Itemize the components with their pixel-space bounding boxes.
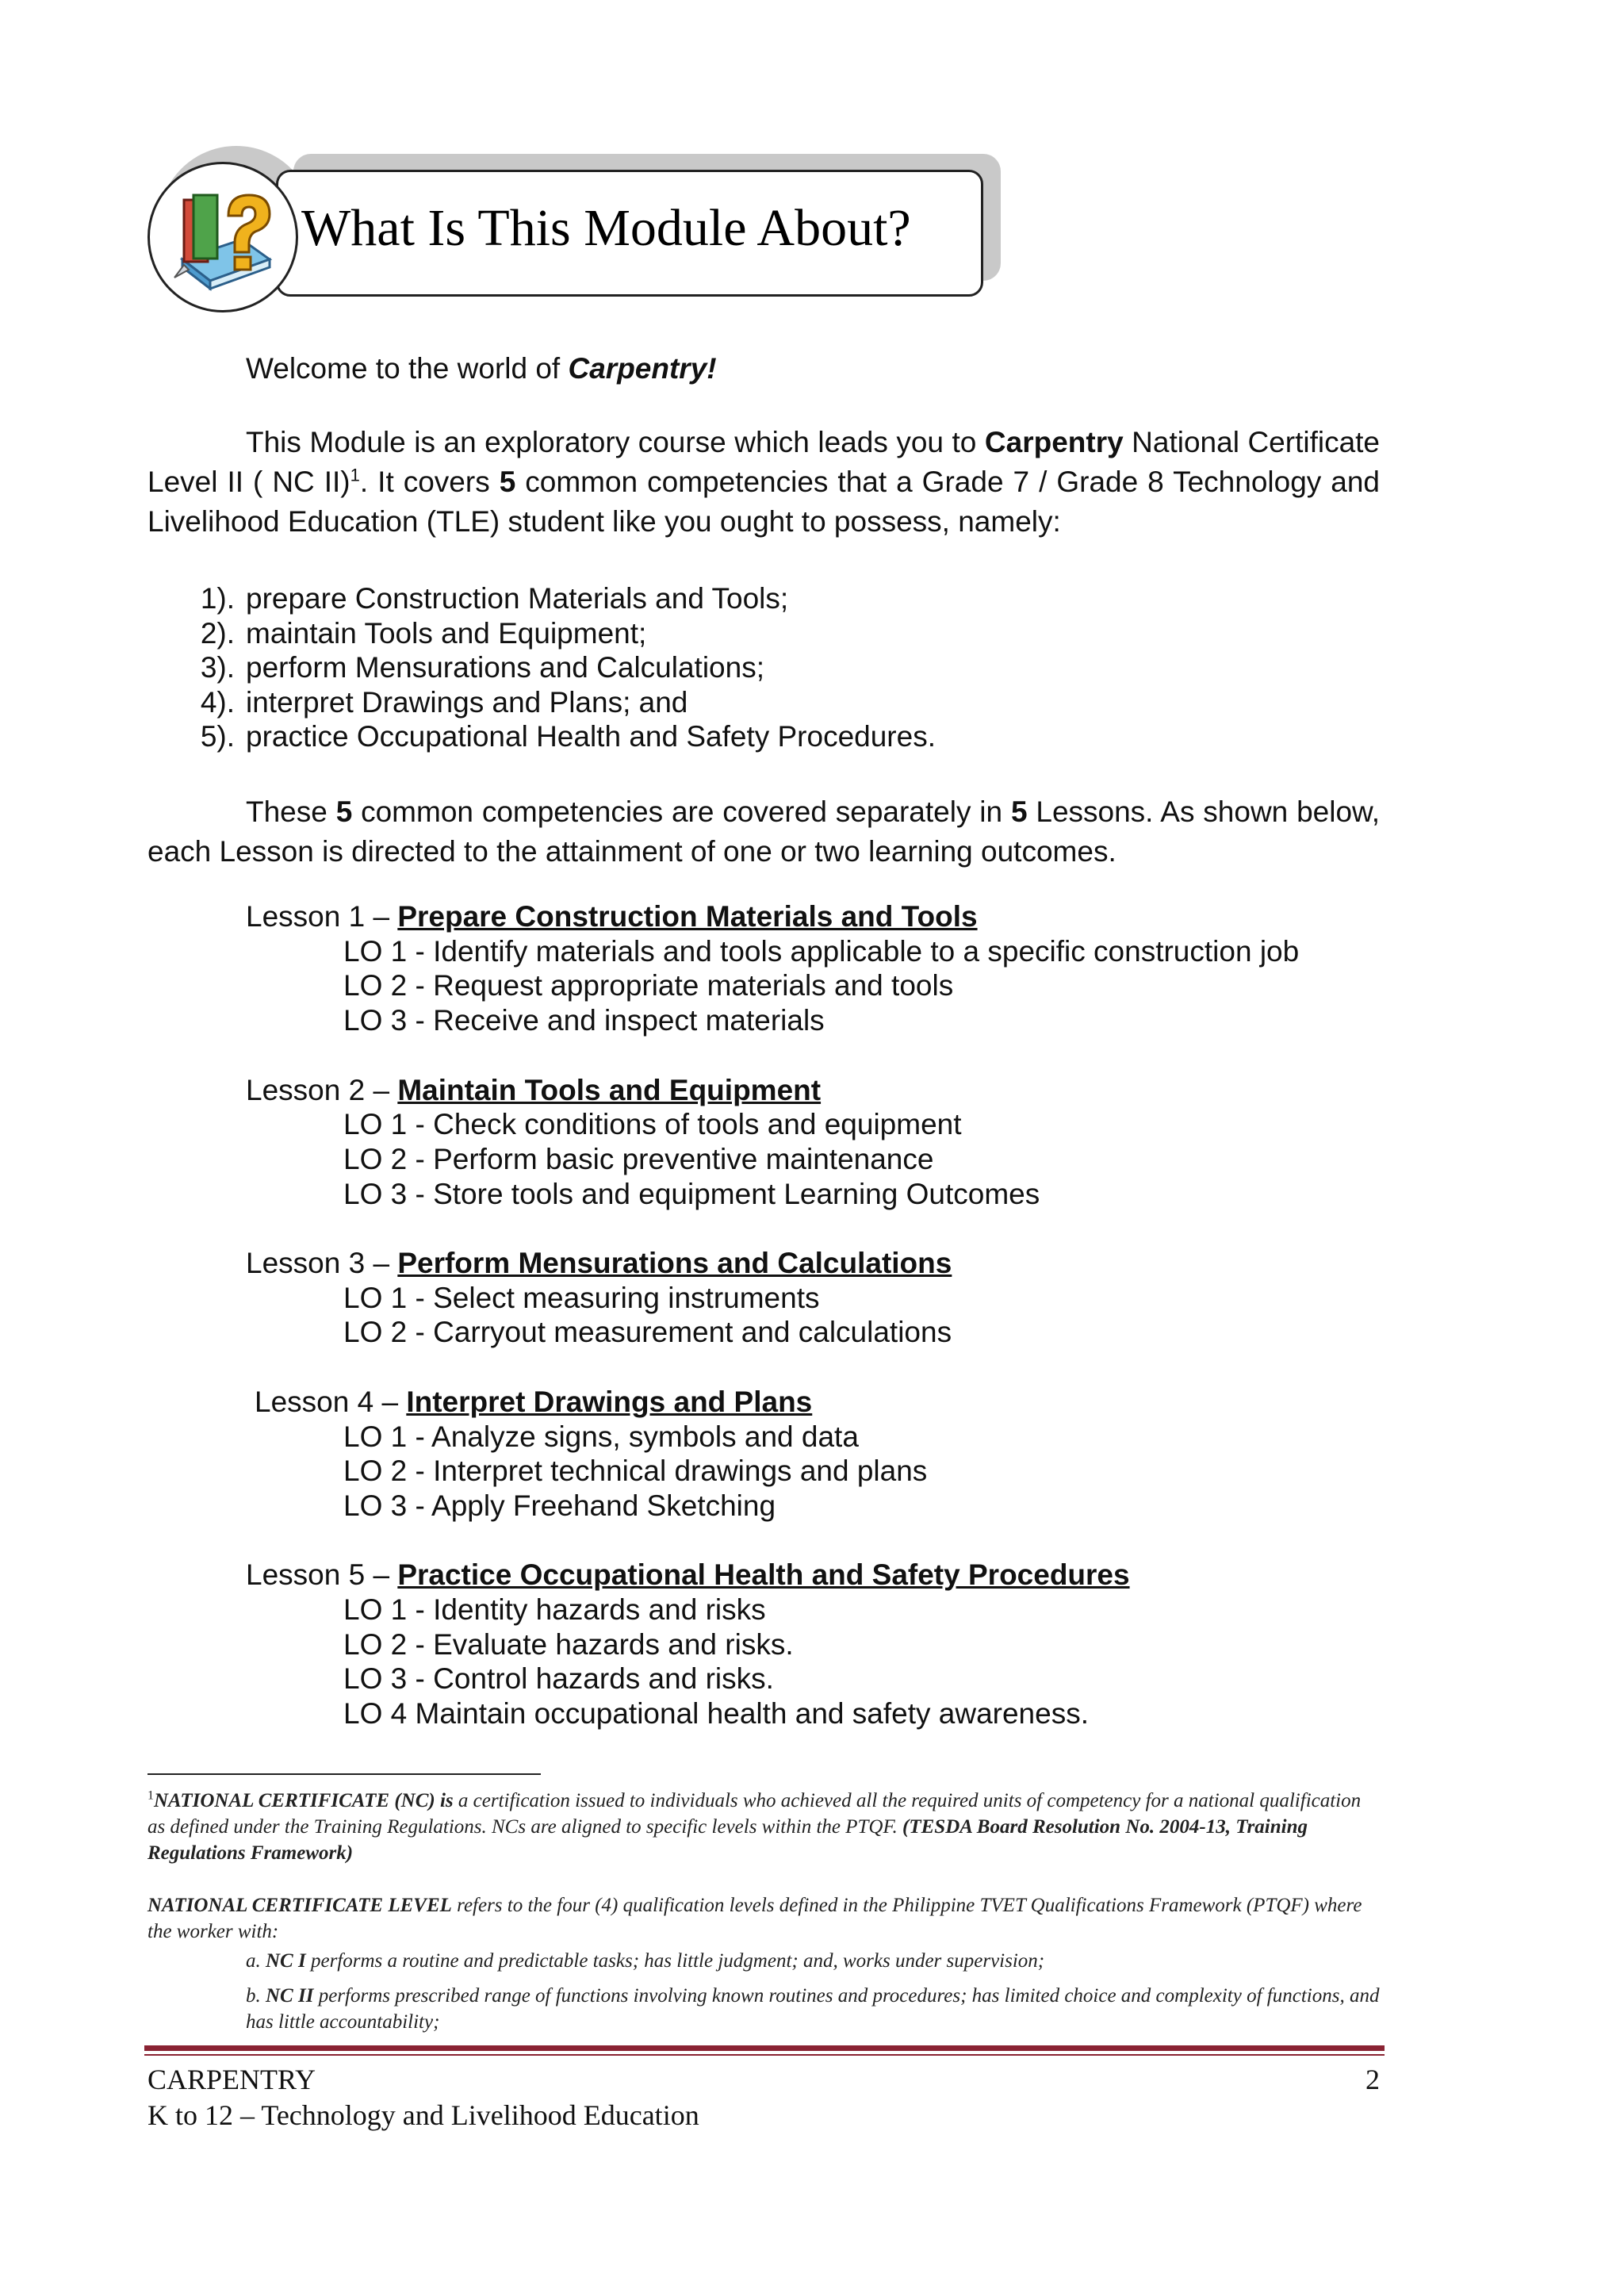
- footer-course: K to 12 – Technology and Livelihood Education: [147, 2099, 699, 2131]
- list-text: interpret Drawings and Plans; and: [246, 685, 688, 719]
- welcome-line: [246, 349, 717, 389]
- page-title: What Is This Module About?: [301, 199, 911, 257]
- lesson-title: Prepare Construction Materials and Tools: [397, 900, 978, 933]
- intro-carpentry: Carpentry: [984, 426, 1124, 458]
- footnote-nc: [147, 1788, 1380, 1866]
- lesson-label: Lesson 4 –: [255, 1385, 407, 1418]
- footnote-text: performs prescribed range of functions involving known routines and procedures; has limited choice and complexity of functions, and has little accountability;: [246, 1985, 1380, 2033]
- learning-outcome: LO 1 - Identity hazards and risks: [343, 1593, 766, 1626]
- footnote-item-prefix: b.: [246, 1985, 266, 2007]
- p2-text-2: common competencies are covered separately in: [352, 795, 1011, 828]
- competency-list: [147, 581, 936, 754]
- lesson-list: [246, 899, 1299, 1731]
- lesson-heading: [246, 899, 1299, 934]
- lesson-title: Practice Occupational Health and Safety Procedures: [397, 1558, 1130, 1592]
- p2-text-1: These: [246, 795, 336, 828]
- lesson-heading: [246, 1246, 1299, 1281]
- footnote-text: a certification issued to individuals who achieved all the required units of competency for a national qualification as defined under the Training Regulations. NCs are aligned to specific levels within the PTQF.: [147, 1790, 1362, 1838]
- list-number: 3).: [200, 651, 235, 684]
- intro-text-4: common competencies that a Grade 7 / Grade 8 Technology and Livelihood Education (TLE) student like you ought to possess, namely:: [147, 466, 1381, 538]
- intro-text-3: . It covers: [359, 466, 500, 498]
- list-item: [147, 685, 936, 720]
- footer-rule-thin: [144, 2054, 1385, 2056]
- lesson-label: Lesson 2 –: [246, 1073, 398, 1106]
- footnote-number: 1: [147, 1788, 154, 1803]
- welcome-prefix: Welcome to the world of: [246, 352, 569, 385]
- lesson-title: Interpret Drawings and Plans: [406, 1385, 813, 1418]
- learning-outcome: LO 2 - Request appropriate materials and tools: [343, 969, 954, 1002]
- list-item: [147, 616, 936, 651]
- footnote-term: NATIONAL CERTIFICATE (NC) is: [154, 1790, 454, 1811]
- footnote-ref: 1: [350, 465, 360, 485]
- book-question-icon: [167, 184, 285, 295]
- list-number: 2).: [200, 616, 235, 650]
- list-item: [147, 650, 936, 685]
- learning-outcome: LO 2 - Carryout measurement and calculations: [343, 1316, 952, 1349]
- learning-outcome: LO 3 - Receive and inspect materials: [343, 1004, 825, 1037]
- lesson-title: Perform Mensurations and Calculations: [397, 1247, 952, 1279]
- lessons-intro-paragraph: [147, 792, 1380, 872]
- welcome-emphasis: Carpentry!: [568, 352, 717, 385]
- footnote-item-prefix: a.: [246, 1950, 266, 1972]
- list-number: 5).: [200, 720, 235, 753]
- learning-outcome: LO 1 - Analyze signs, symbols and data: [343, 1420, 859, 1453]
- footnote-item-a: [246, 1948, 1044, 1974]
- list-item: [147, 581, 936, 616]
- learning-outcome: LO 1 - Check conditions of tools and equipment: [343, 1108, 962, 1141]
- learning-outcome: LO 2 - Interpret technical drawings and plans: [343, 1455, 928, 1488]
- list-number: 4).: [200, 685, 235, 719]
- learning-outcome: LO 1 - Identify materials and tools applicable to a specific construction job: [343, 934, 1300, 968]
- footnote-text: refers to the four (4) qualification levels defined in the Philippine TVET Qualifications Framework (PTQF) where the worker with:: [147, 1895, 1362, 1942]
- p2-count-2: 5: [1010, 795, 1028, 828]
- list-text: perform Mensurations and Calculations;: [246, 651, 764, 684]
- lesson-heading: [246, 1558, 1299, 1593]
- footnote-text: performs a routine and predictable tasks; has little judgment; and, works under supervision;: [305, 1950, 1045, 1972]
- lesson-heading: [246, 1073, 1299, 1108]
- learning-outcome: LO 2 - Perform basic preventive maintenance: [343, 1142, 934, 1175]
- learning-outcome: LO 4 Maintain occupational health and safety awareness.: [343, 1697, 1089, 1731]
- learning-outcome: LO 3 - Apply Freehand Sketching: [343, 1489, 776, 1522]
- lesson-label: Lesson 5 –: [246, 1558, 398, 1592]
- footnote-nc-level: [147, 1892, 1380, 1945]
- footnote-separator: [147, 1773, 541, 1775]
- footer-subject: CARPENTRY: [147, 2064, 316, 2095]
- footnote-term: NATIONAL CERTIFICATE LEVEL: [147, 1895, 452, 1916]
- learning-outcome: LO 2 - Evaluate hazards and risks.: [343, 1627, 794, 1661]
- lesson-title: Maintain Tools and Equipment: [397, 1073, 822, 1106]
- page-number: 2: [1365, 2064, 1380, 2095]
- learning-outcome: LO 3 - Store tools and equipment Learning Outcomes: [343, 1177, 1040, 1210]
- footnote-term: NC I: [266, 1950, 306, 1972]
- list-number: 1).: [200, 582, 235, 615]
- list-text: maintain Tools and Equipment;: [246, 616, 647, 650]
- footnote-item-b: [246, 1983, 1380, 2035]
- intro-paragraph: [147, 423, 1380, 542]
- list-text: prepare Construction Materials and Tools;: [246, 582, 789, 615]
- p2-text-3: Lessons. As shown below, each Lesson is directed to the attainment of one or two learning outcomes.: [147, 795, 1380, 868]
- lesson-heading: [246, 1385, 1299, 1420]
- intro-text-1: This Module is an exploratory course which leads you to: [246, 426, 985, 458]
- intro-count: 5: [499, 466, 516, 498]
- learning-outcome: LO 3 - Control hazards and risks.: [343, 1662, 774, 1696]
- footer-rule: [144, 2045, 1385, 2051]
- lesson-label: Lesson 3 –: [246, 1247, 398, 1279]
- list-text: practice Occupational Health and Safety Procedures.: [246, 720, 936, 753]
- footnote-reference: (TESDA Board Resolution No. 2004-13, Training Regulations Framework): [147, 1816, 1308, 1864]
- intro-text-2: National Certificate Level II ( NC II): [147, 426, 1380, 498]
- p2-count-1: 5: [335, 795, 353, 828]
- learning-outcome: LO 1 - Select measuring instruments: [343, 1281, 820, 1314]
- lesson-label: Lesson 1 –: [246, 900, 398, 933]
- footnote-term: NC II: [266, 1985, 314, 2007]
- list-item: [147, 719, 936, 754]
